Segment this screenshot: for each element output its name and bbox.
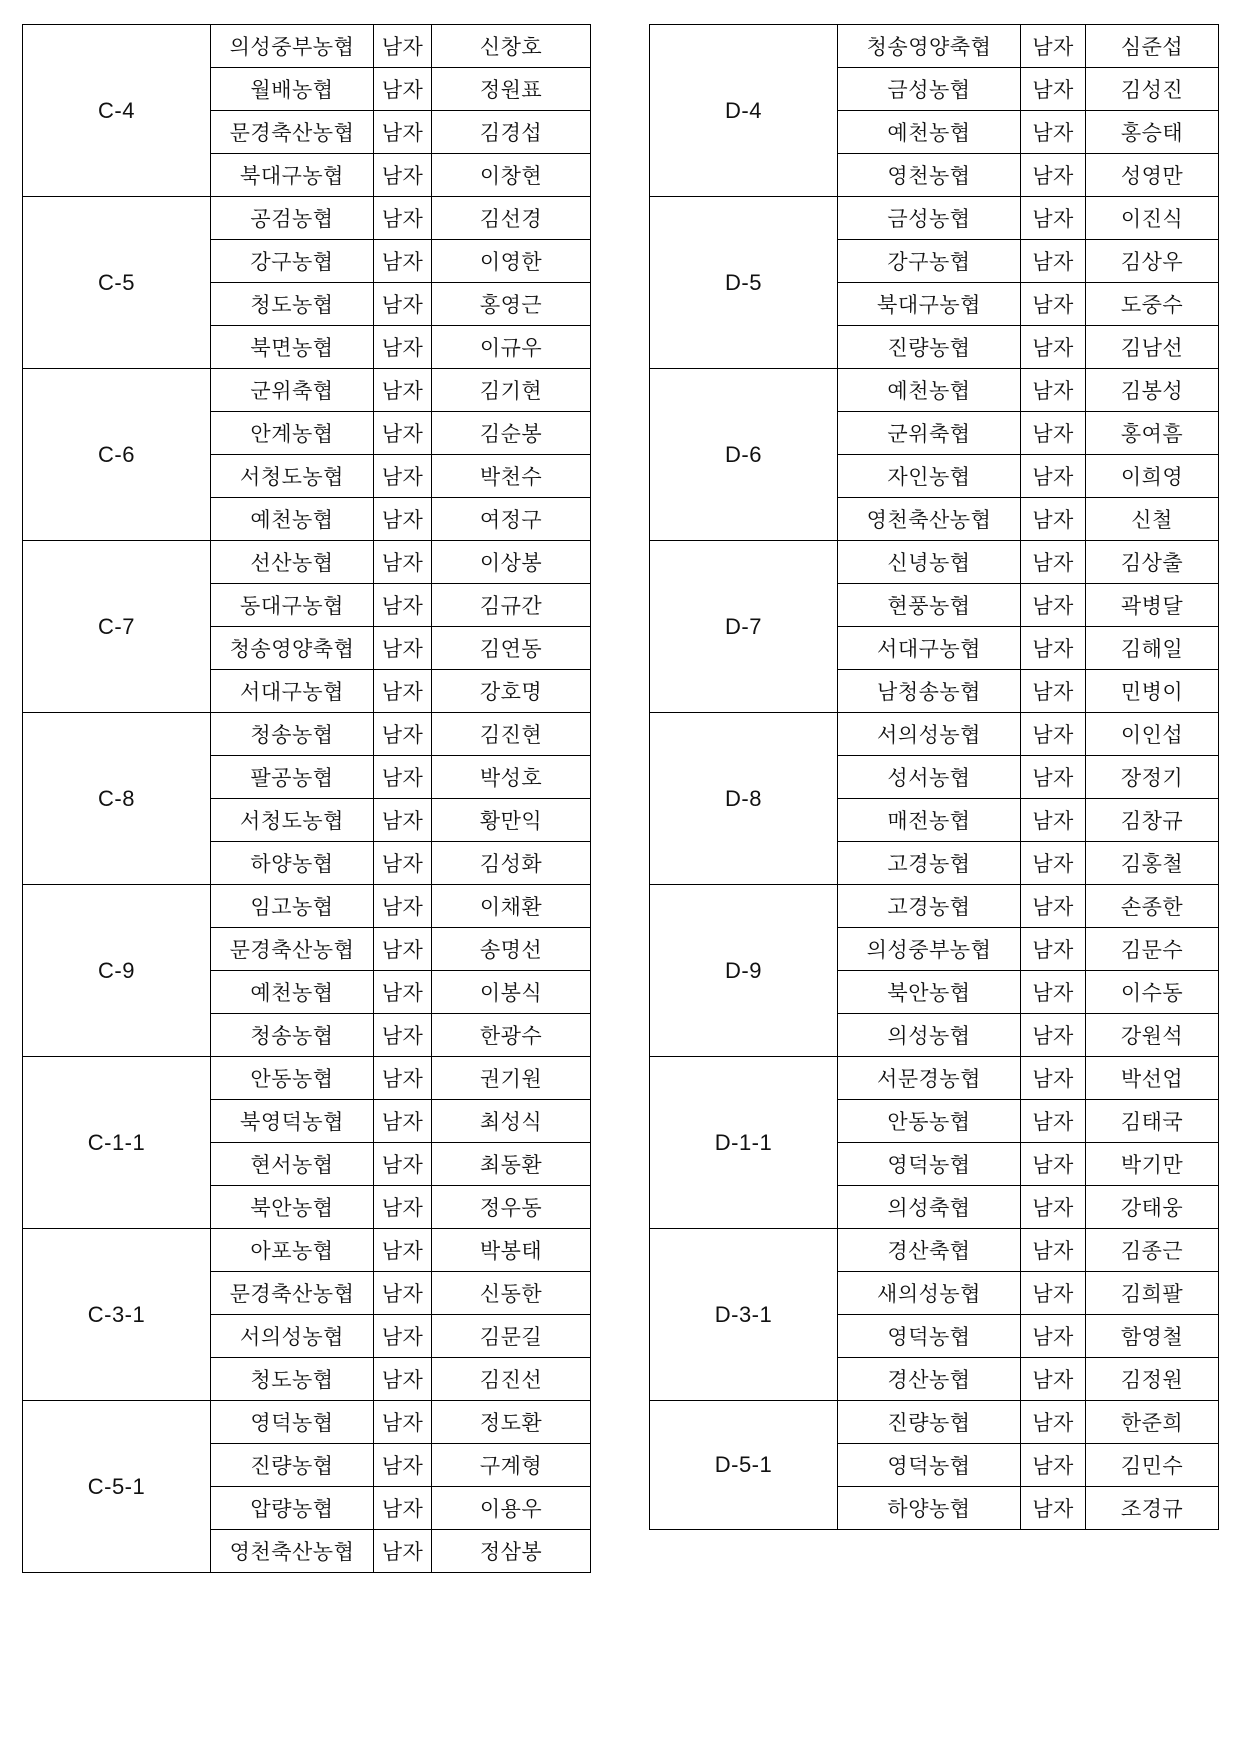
player-name-cell: 송명선 — [432, 928, 591, 971]
gender-cell: 남자 — [374, 971, 432, 1014]
left-bracket-table — [22, 24, 591, 1573]
player-name-cell: 함영철 — [1086, 1315, 1219, 1358]
table-row — [650, 713, 1219, 756]
table-row — [23, 1057, 591, 1100]
player-name-cell: 박봉태 — [432, 1229, 591, 1272]
player-name-cell: 김봉성 — [1086, 369, 1219, 412]
gender-cell: 남자 — [374, 455, 432, 498]
player-name-cell: 김남선 — [1086, 326, 1219, 369]
org-cell: 고경농협 — [838, 885, 1021, 928]
org-cell: 진량농협 — [211, 1444, 374, 1487]
gender-cell: 남자 — [1021, 1315, 1086, 1358]
table-row — [650, 885, 1219, 928]
org-cell: 임고농협 — [211, 885, 374, 928]
org-cell: 월배농협 — [211, 68, 374, 111]
org-cell: 청송농협 — [211, 713, 374, 756]
group-label: C-9 — [23, 885, 211, 1057]
org-cell: 의성중부농협 — [211, 25, 374, 68]
org-cell: 영천축산농협 — [838, 498, 1021, 541]
gender-cell: 남자 — [1021, 1401, 1086, 1444]
gender-cell: 남자 — [374, 1143, 432, 1186]
player-name-cell: 최동환 — [432, 1143, 591, 1186]
gender-cell: 남자 — [1021, 111, 1086, 154]
org-cell: 현풍농협 — [838, 584, 1021, 627]
org-cell: 군위축협 — [838, 412, 1021, 455]
player-name-cell: 정삼봉 — [432, 1530, 591, 1573]
player-name-cell: 심준섭 — [1086, 25, 1219, 68]
player-name-cell: 황만익 — [432, 799, 591, 842]
gender-cell: 남자 — [1021, 154, 1086, 197]
table-row — [650, 369, 1219, 412]
player-name-cell: 김진현 — [432, 713, 591, 756]
gender-cell: 남자 — [374, 756, 432, 799]
org-cell: 서문경농협 — [838, 1057, 1021, 1100]
group-label: D-8 — [650, 713, 838, 885]
gender-cell: 남자 — [374, 1100, 432, 1143]
gender-cell: 남자 — [1021, 283, 1086, 326]
player-name-cell: 조경규 — [1086, 1487, 1219, 1530]
org-cell: 서대구농협 — [211, 670, 374, 713]
gender-cell: 남자 — [374, 541, 432, 584]
player-name-cell: 홍영근 — [432, 283, 591, 326]
org-cell: 서청도농협 — [211, 455, 374, 498]
gender-cell: 남자 — [374, 1444, 432, 1487]
gender-cell: 남자 — [1021, 670, 1086, 713]
player-name-cell: 신창호 — [432, 25, 591, 68]
org-cell: 예천농협 — [838, 111, 1021, 154]
right-table-body — [650, 25, 1219, 1530]
player-name-cell: 박천수 — [432, 455, 591, 498]
gender-cell: 남자 — [374, 1186, 432, 1229]
group-label: C-5-1 — [23, 1401, 211, 1573]
gender-cell: 남자 — [1021, 799, 1086, 842]
table-row — [23, 713, 591, 756]
player-name-cell: 성영만 — [1086, 154, 1219, 197]
gender-cell: 남자 — [374, 1358, 432, 1401]
gender-cell: 남자 — [374, 928, 432, 971]
org-cell: 청송영양축협 — [211, 627, 374, 670]
gender-cell: 남자 — [374, 670, 432, 713]
player-name-cell: 김문수 — [1086, 928, 1219, 971]
group-label: C-4 — [23, 25, 211, 197]
player-name-cell: 정우동 — [432, 1186, 591, 1229]
org-cell: 동대구농협 — [211, 584, 374, 627]
player-name-cell: 김상출 — [1086, 541, 1219, 584]
gender-cell: 남자 — [374, 1401, 432, 1444]
player-name-cell: 김창규 — [1086, 799, 1219, 842]
gender-cell: 남자 — [374, 197, 432, 240]
gender-cell: 남자 — [1021, 326, 1086, 369]
group-label: C-8 — [23, 713, 211, 885]
org-cell: 문경축산농협 — [211, 111, 374, 154]
gender-cell: 남자 — [1021, 197, 1086, 240]
org-cell: 영덕농협 — [838, 1143, 1021, 1186]
org-cell: 아포농협 — [211, 1229, 374, 1272]
left-table-body — [23, 25, 591, 1573]
player-name-cell: 김진선 — [432, 1358, 591, 1401]
org-cell: 경산농협 — [838, 1358, 1021, 1401]
org-cell: 선산농협 — [211, 541, 374, 584]
table-row — [650, 197, 1219, 240]
org-cell: 자인농협 — [838, 455, 1021, 498]
org-cell: 안동농협 — [838, 1100, 1021, 1143]
org-cell: 영덕농협 — [838, 1444, 1021, 1487]
gender-cell: 남자 — [1021, 756, 1086, 799]
gender-cell: 남자 — [374, 627, 432, 670]
player-name-cell: 신철 — [1086, 498, 1219, 541]
gender-cell: 남자 — [374, 885, 432, 928]
player-name-cell: 김경섭 — [432, 111, 591, 154]
player-name-cell: 민병이 — [1086, 670, 1219, 713]
table-row — [23, 541, 591, 584]
gender-cell: 남자 — [1021, 971, 1086, 1014]
gender-cell: 남자 — [374, 25, 432, 68]
org-cell: 고경농협 — [838, 842, 1021, 885]
table-row — [650, 1229, 1219, 1272]
gender-cell: 남자 — [1021, 842, 1086, 885]
player-name-cell: 도중수 — [1086, 283, 1219, 326]
org-cell: 강구농협 — [838, 240, 1021, 283]
gender-cell: 남자 — [1021, 412, 1086, 455]
player-name-cell: 장정기 — [1086, 756, 1219, 799]
player-name-cell: 김정원 — [1086, 1358, 1219, 1401]
org-cell: 하양농협 — [211, 842, 374, 885]
gender-cell: 남자 — [1021, 627, 1086, 670]
gender-cell: 남자 — [374, 1487, 432, 1530]
player-name-cell: 김상우 — [1086, 240, 1219, 283]
player-name-cell: 홍여흠 — [1086, 412, 1219, 455]
gender-cell: 남자 — [1021, 1014, 1086, 1057]
player-name-cell: 이봉식 — [432, 971, 591, 1014]
org-cell: 현서농협 — [211, 1143, 374, 1186]
group-label: D-1-1 — [650, 1057, 838, 1229]
org-cell: 서의성농협 — [838, 713, 1021, 756]
gender-cell: 남자 — [374, 842, 432, 885]
player-name-cell: 이영한 — [432, 240, 591, 283]
table-row — [650, 1401, 1219, 1444]
player-name-cell: 박성호 — [432, 756, 591, 799]
org-cell: 북영덕농협 — [211, 1100, 374, 1143]
player-name-cell: 김희팔 — [1086, 1272, 1219, 1315]
player-name-cell: 이채환 — [432, 885, 591, 928]
player-name-cell: 한준희 — [1086, 1401, 1219, 1444]
org-cell: 청도농협 — [211, 1358, 374, 1401]
player-name-cell: 김규간 — [432, 584, 591, 627]
org-cell: 청송농협 — [211, 1014, 374, 1057]
gender-cell: 남자 — [374, 1272, 432, 1315]
org-cell: 의성중부농협 — [838, 928, 1021, 971]
player-name-cell: 이상봉 — [432, 541, 591, 584]
gender-cell: 남자 — [1021, 1229, 1086, 1272]
player-name-cell: 강호명 — [432, 670, 591, 713]
gender-cell: 남자 — [374, 1057, 432, 1100]
org-cell: 영덕농협 — [838, 1315, 1021, 1358]
gender-cell: 남자 — [374, 1014, 432, 1057]
org-cell: 청송영양축협 — [838, 25, 1021, 68]
player-name-cell: 홍승태 — [1086, 111, 1219, 154]
org-cell: 성서농협 — [838, 756, 1021, 799]
gender-cell: 남자 — [374, 283, 432, 326]
group-label: C-6 — [23, 369, 211, 541]
table-row — [23, 197, 591, 240]
org-cell: 청도농협 — [211, 283, 374, 326]
gender-cell: 남자 — [1021, 1100, 1086, 1143]
org-cell: 서대구농협 — [838, 627, 1021, 670]
gender-cell: 남자 — [374, 68, 432, 111]
org-cell: 예천농협 — [211, 498, 374, 541]
player-name-cell: 정원표 — [432, 68, 591, 111]
player-name-cell: 박기만 — [1086, 1143, 1219, 1186]
org-cell: 안계농협 — [211, 412, 374, 455]
player-name-cell: 김기현 — [432, 369, 591, 412]
player-name-cell: 강원석 — [1086, 1014, 1219, 1057]
gender-cell: 남자 — [374, 240, 432, 283]
org-cell: 북안농협 — [211, 1186, 374, 1229]
group-label: D-5 — [650, 197, 838, 369]
org-cell: 남청송농협 — [838, 670, 1021, 713]
gender-cell: 남자 — [374, 369, 432, 412]
gender-cell: 남자 — [1021, 369, 1086, 412]
gender-cell: 남자 — [1021, 25, 1086, 68]
player-name-cell: 박선업 — [1086, 1057, 1219, 1100]
org-cell: 서의성농협 — [211, 1315, 374, 1358]
gender-cell: 남자 — [374, 326, 432, 369]
group-label: D-4 — [650, 25, 838, 197]
org-cell: 공검농협 — [211, 197, 374, 240]
player-name-cell: 정도환 — [432, 1401, 591, 1444]
player-name-cell: 권기원 — [432, 1057, 591, 1100]
group-label: D-5-1 — [650, 1401, 838, 1530]
player-name-cell: 김민수 — [1086, 1444, 1219, 1487]
gender-cell: 남자 — [374, 1530, 432, 1573]
org-cell: 금성농협 — [838, 197, 1021, 240]
org-cell: 진량농협 — [838, 1401, 1021, 1444]
org-cell: 문경축산농협 — [211, 928, 374, 971]
table-row — [23, 1401, 591, 1444]
table-row — [23, 369, 591, 412]
org-cell: 서청도농협 — [211, 799, 374, 842]
table-row — [650, 1057, 1219, 1100]
org-cell: 신녕농협 — [838, 541, 1021, 584]
table-row — [650, 541, 1219, 584]
gender-cell: 남자 — [374, 1315, 432, 1358]
player-name-cell: 이진식 — [1086, 197, 1219, 240]
player-name-cell: 김종근 — [1086, 1229, 1219, 1272]
player-name-cell: 손종한 — [1086, 885, 1219, 928]
player-name-cell: 김성화 — [432, 842, 591, 885]
player-name-cell: 강태웅 — [1086, 1186, 1219, 1229]
org-cell: 안동농협 — [211, 1057, 374, 1100]
gender-cell: 남자 — [1021, 240, 1086, 283]
org-cell: 의성농협 — [838, 1014, 1021, 1057]
table-row — [650, 25, 1219, 68]
group-label: D-7 — [650, 541, 838, 713]
player-name-cell: 이인섭 — [1086, 713, 1219, 756]
org-cell: 영천축산농협 — [211, 1530, 374, 1573]
gender-cell: 남자 — [1021, 498, 1086, 541]
group-label: D-3-1 — [650, 1229, 838, 1401]
player-name-cell: 한광수 — [432, 1014, 591, 1057]
org-cell: 군위축협 — [211, 369, 374, 412]
table-row — [23, 25, 591, 68]
org-cell: 경산축협 — [838, 1229, 1021, 1272]
player-name-cell: 김문길 — [432, 1315, 591, 1358]
player-name-cell: 곽병달 — [1086, 584, 1219, 627]
gender-cell: 남자 — [1021, 885, 1086, 928]
org-cell: 북면농협 — [211, 326, 374, 369]
org-cell: 북안농협 — [838, 971, 1021, 1014]
gender-cell: 남자 — [374, 498, 432, 541]
gender-cell: 남자 — [1021, 455, 1086, 498]
gender-cell: 남자 — [374, 1229, 432, 1272]
gender-cell: 남자 — [374, 111, 432, 154]
gender-cell: 남자 — [1021, 1272, 1086, 1315]
right-bracket-table — [649, 24, 1219, 1530]
group-label: D-9 — [650, 885, 838, 1057]
gender-cell: 남자 — [374, 584, 432, 627]
org-cell: 새의성농협 — [838, 1272, 1021, 1315]
player-name-cell: 이수동 — [1086, 971, 1219, 1014]
gender-cell: 남자 — [1021, 1358, 1086, 1401]
group-label: C-3-1 — [23, 1229, 211, 1401]
org-cell: 영천농협 — [838, 154, 1021, 197]
player-name-cell: 김연동 — [432, 627, 591, 670]
table-row — [23, 885, 591, 928]
player-name-cell: 최성식 — [432, 1100, 591, 1143]
gender-cell: 남자 — [374, 154, 432, 197]
player-name-cell: 이창현 — [432, 154, 591, 197]
player-name-cell: 김성진 — [1086, 68, 1219, 111]
group-label: C-7 — [23, 541, 211, 713]
gender-cell: 남자 — [374, 713, 432, 756]
player-name-cell: 김해일 — [1086, 627, 1219, 670]
org-cell: 하양농협 — [838, 1487, 1021, 1530]
gender-cell: 남자 — [1021, 1487, 1086, 1530]
player-name-cell: 이희영 — [1086, 455, 1219, 498]
gender-cell: 남자 — [1021, 541, 1086, 584]
gender-cell: 남자 — [1021, 713, 1086, 756]
player-name-cell: 김홍철 — [1086, 842, 1219, 885]
org-cell: 예천농협 — [211, 971, 374, 1014]
gender-cell: 남자 — [1021, 1186, 1086, 1229]
player-name-cell: 이용우 — [432, 1487, 591, 1530]
org-cell: 진량농협 — [838, 326, 1021, 369]
table-row — [23, 1229, 591, 1272]
gender-cell: 남자 — [1021, 1057, 1086, 1100]
gender-cell: 남자 — [374, 412, 432, 455]
group-label: C-1-1 — [23, 1057, 211, 1229]
gender-cell: 남자 — [374, 799, 432, 842]
org-cell: 북대구농협 — [211, 154, 374, 197]
player-name-cell: 신동한 — [432, 1272, 591, 1315]
org-cell: 영덕농협 — [211, 1401, 374, 1444]
gender-cell: 남자 — [1021, 1444, 1086, 1487]
group-label: C-5 — [23, 197, 211, 369]
org-cell: 예천농협 — [838, 369, 1021, 412]
org-cell: 매전농협 — [838, 799, 1021, 842]
org-cell: 팔공농협 — [211, 756, 374, 799]
org-cell: 북대구농협 — [838, 283, 1021, 326]
org-cell: 문경축산농협 — [211, 1272, 374, 1315]
gender-cell: 남자 — [1021, 1143, 1086, 1186]
org-cell: 의성축협 — [838, 1186, 1021, 1229]
player-name-cell: 김순봉 — [432, 412, 591, 455]
player-name-cell: 이규우 — [432, 326, 591, 369]
org-cell: 압량농협 — [211, 1487, 374, 1530]
player-name-cell: 김선경 — [432, 197, 591, 240]
gender-cell: 남자 — [1021, 584, 1086, 627]
player-name-cell: 여정구 — [432, 498, 591, 541]
gender-cell: 남자 — [1021, 68, 1086, 111]
player-name-cell: 구계형 — [432, 1444, 591, 1487]
player-name-cell: 김태국 — [1086, 1100, 1219, 1143]
gender-cell: 남자 — [1021, 928, 1086, 971]
org-cell: 강구농협 — [211, 240, 374, 283]
org-cell: 금성농협 — [838, 68, 1021, 111]
group-label: D-6 — [650, 369, 838, 541]
